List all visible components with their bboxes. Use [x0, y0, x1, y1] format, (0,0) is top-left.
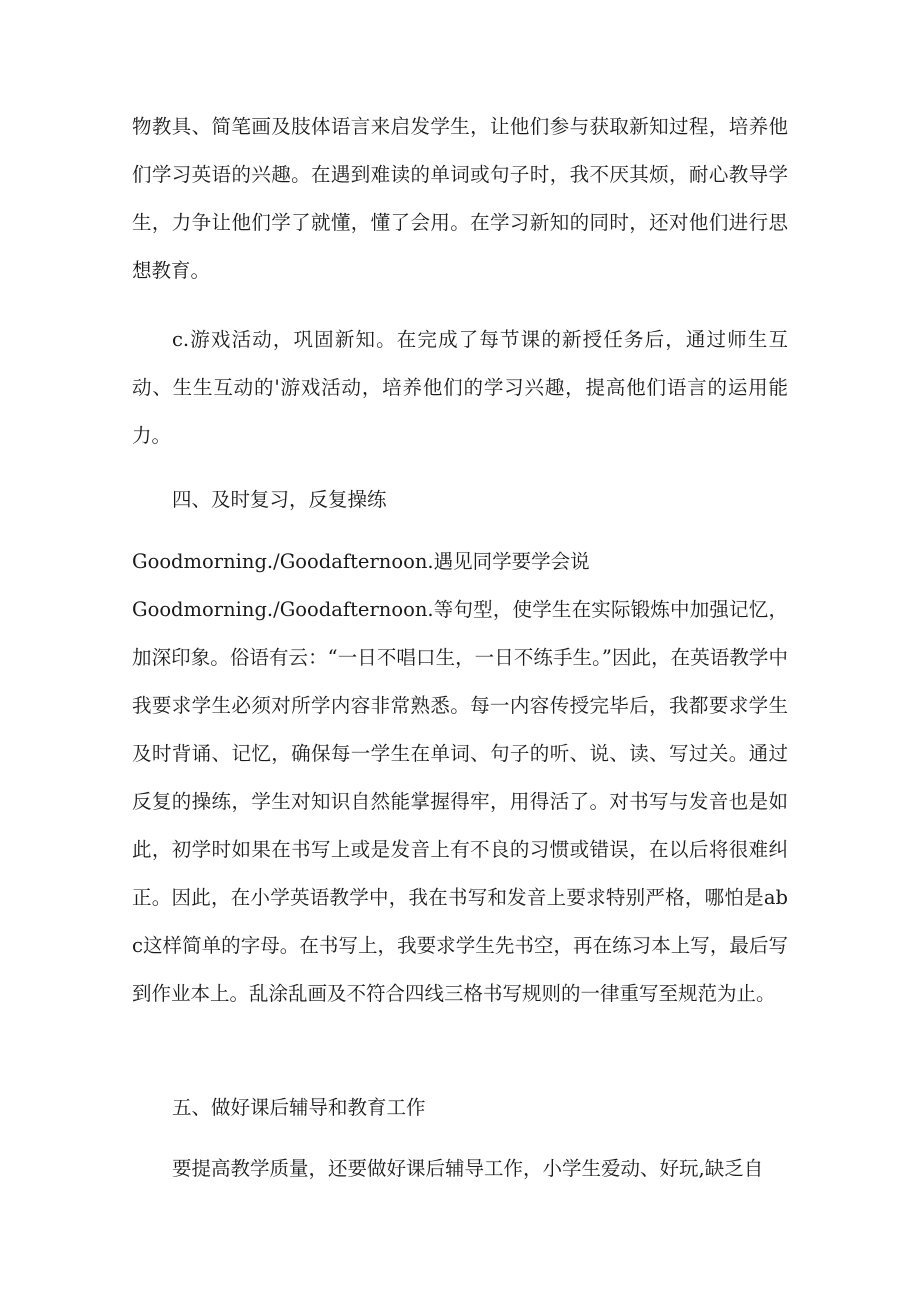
paragraph-review-practice: Goodmorning./Goodafternoon.等句型，使学生在实际锻炼中加强记忆，加深印象。俗语有云：“一日不唱口生，一日不练手生。”因此，在英语教学中我要求学生必须对所学内容非常熟悉。每一内容传授完毕后，我都要求学生及时背诵、记忆，确保每一学生在单词、句子的听、说、读、写过关。通过反复的操练，学生对知识自然能掌握得牢，用得活了。对书写与发音也是如此，初学时如果在书写上或是发音上有不良的习惯或错误，在以后将很难纠正。因此，在小学英语教学中，我在书写和发音上要求特别严格，哪怕是abc这样简单的字母。在书写上，我要求学生先书空，再在练习本上写，最后写到作业本上。乱涂乱画及不符合四线三格书写规则的一律重写至规范为止。	[132, 598, 788, 1005]
section-heading-review: 四、及时复习，反复操练	[172, 488, 387, 511]
paragraph-game-activities: c.游戏活动，巩固新知。在完成了每节课的新授任务后，通过师生互动、生生互动的'游戏活动，培养他们的学习兴趣，提高他们语言的运用能力。	[132, 328, 788, 447]
paragraph-teaching-aids: 物教具、简笔画及肢体语言来启发学生，让他们参与获取新知过程，培养他们学习英语的兴趣。在遇到难读的单词或句子时，我不厌其烦，耐心教导学生，力争让他们学了就懂，懂了会用。在学习新知的同时，还对他们进行思想教育。	[132, 115, 788, 282]
line-greeting-phrases: Goodmorning./Goodafternoon.遇见同学要学会说	[132, 550, 590, 573]
paragraph-tutoring: 要提高教学质量，还要做好课后辅导工作，小学生爱动、好玩,缺乏自	[172, 1157, 764, 1180]
section-heading-tutoring: 五、做好课后辅导和教育工作	[172, 1096, 426, 1119]
